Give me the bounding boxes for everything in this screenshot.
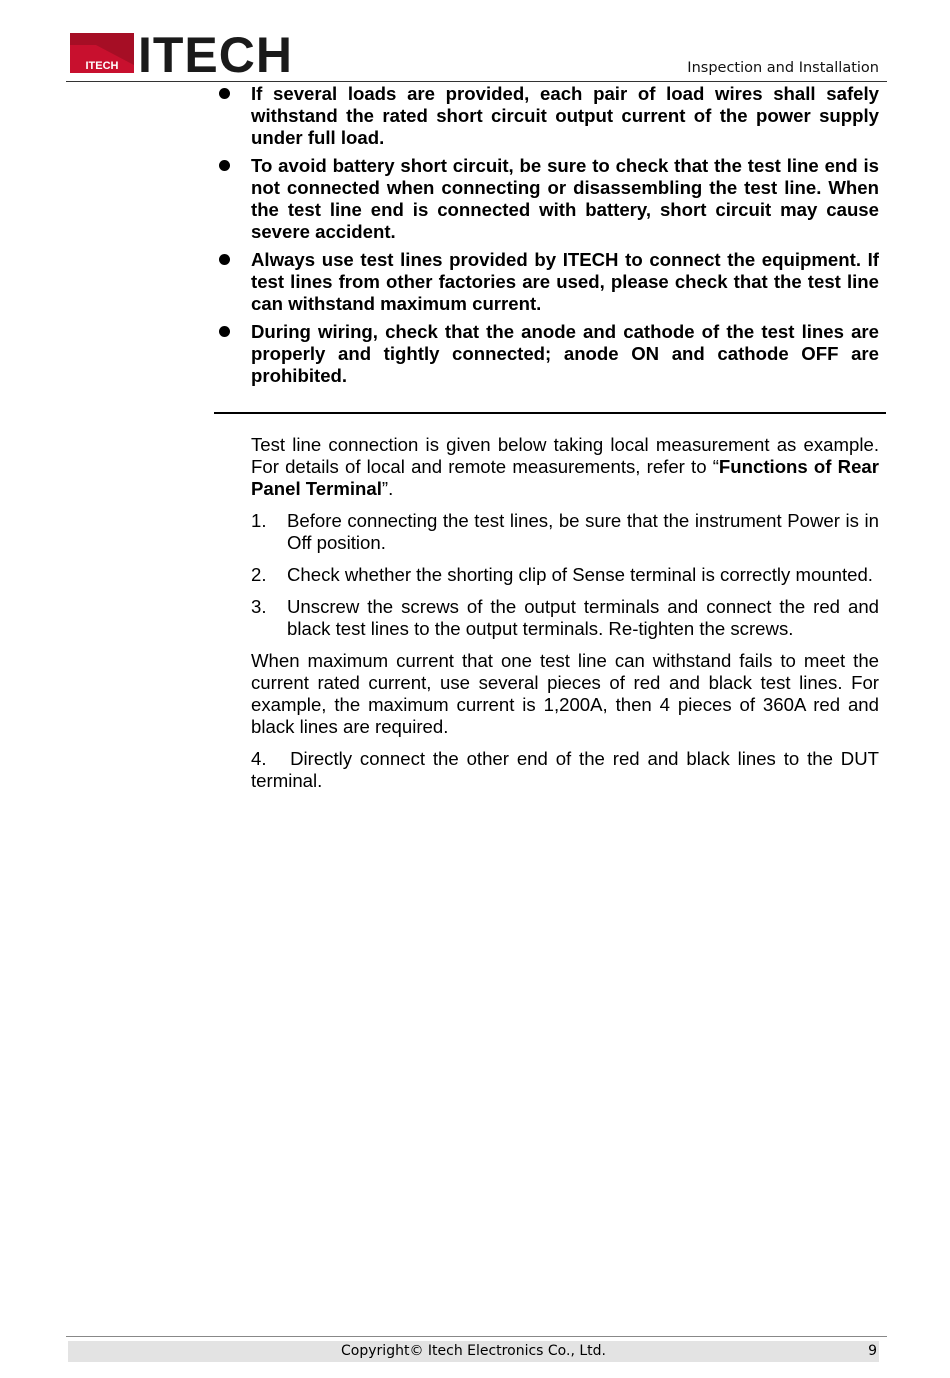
step-number: 3.: [251, 596, 267, 617]
step-number: 1.: [251, 510, 267, 531]
bullet-icon: [219, 254, 230, 265]
warning-item: [251, 83, 879, 149]
step-4: 4. Directly connect the other end of the red and black lines to the DUT terminal.: [251, 748, 879, 791]
warning-text: If several loads are provided, each pair of load wires shall safely withstand the rated short circuit output current of the power supply under full load.: [251, 83, 879, 148]
warning-text: Always use test lines provided by ITECH to connect the equipment. If test lines from other factories are used, please check that the test line can withstand maximum current.: [251, 249, 879, 314]
warning-text: During wiring, check that the anode and cathode of the test lines are properly and tightly connected; anode ON and cathode OFF are prohibited.: [251, 321, 879, 386]
logo-small-text: ITECH: [85, 60, 119, 72]
procedure-steps: [251, 510, 879, 640]
footer-divider: [66, 1336, 887, 1337]
logo-wordmark: ITECH: [138, 31, 293, 75]
cross-reference: Functions of Rear Panel Terminal: [251, 456, 879, 499]
header-divider: [66, 81, 887, 82]
procedure-section: [251, 434, 879, 802]
warning-item: [251, 321, 879, 387]
intro-text-end: ”.: [381, 478, 394, 499]
step-text: Unscrew the screws of the output terminals and connect the red and black test lines to the output terminals. Re-tighten the screws.: [287, 596, 879, 639]
step-text: Before connecting the test lines, be sure that the instrument Power is in Off position.: [287, 510, 879, 553]
step-number: 2.: [251, 564, 267, 585]
warning-list: [251, 83, 879, 393]
page-number: 9: [868, 1343, 877, 1359]
intro-paragraph: [251, 434, 879, 500]
step-item: [251, 564, 879, 586]
warning-item: [251, 155, 879, 243]
step-item: [251, 596, 879, 640]
warning-text: To avoid battery short circuit, be sure to check that the test line end is not connected when connecting or disassembling the test line. When the test line end is connected with battery, short circuit may cause severe accident.: [251, 155, 879, 242]
intro-text: Test line connection is given below taking local measurement as example. For details of local and remote measurements, refer to “: [251, 434, 879, 477]
warning-end-divider: [214, 412, 886, 414]
warning-item: [251, 249, 879, 315]
copyright-text: Copyright© Itech Electronics Co., Ltd.: [341, 1343, 606, 1359]
bullet-icon: [219, 160, 230, 171]
footer: [68, 1341, 879, 1362]
bullet-icon: [219, 88, 230, 99]
step3-note: When maximum current that one test line can withstand fails to meet the current rated current, use several pieces of red and black test lines. For example, the maximum current is 1,200A, then 4 pieces of 360A red and black lines are required.: [251, 650, 879, 737]
itech-logo: [70, 31, 298, 75]
section-title: Inspection and Installation: [687, 60, 879, 76]
bullet-icon: [219, 326, 230, 337]
step-text: Check whether the shorting clip of Sense terminal is correctly mounted.: [287, 564, 873, 585]
step-item: [251, 510, 879, 554]
